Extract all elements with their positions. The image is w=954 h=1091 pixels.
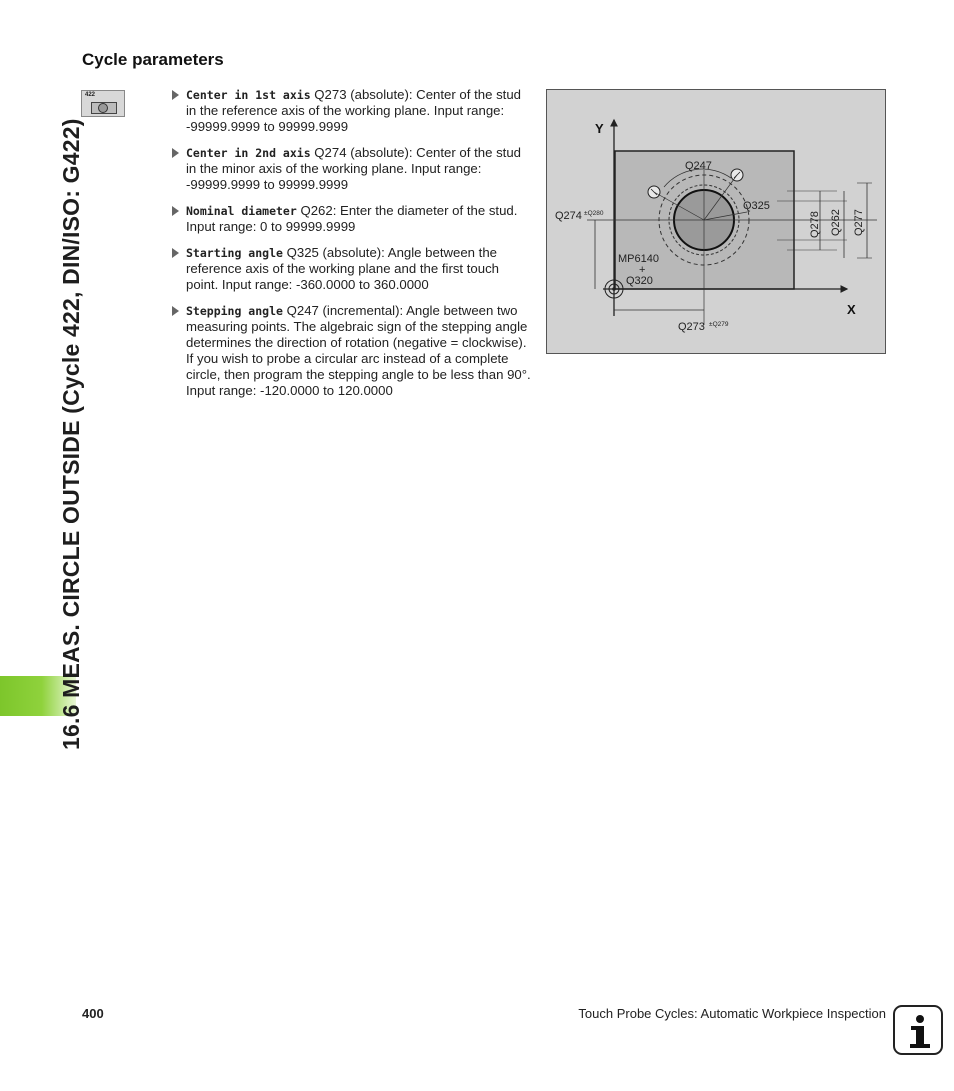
param-center-2nd-axis bbox=[172, 145, 532, 193]
label-q273: Q273 bbox=[678, 321, 705, 333]
label-q247: Q247 bbox=[685, 160, 712, 172]
cycle-number: 422 bbox=[85, 92, 96, 98]
param-description: Q325 (absolute): Angle between the reference axis of the working plane and the first touch point. Input range: -360.0000 to 360.0000 bbox=[186, 245, 500, 292]
label-plus: + bbox=[639, 264, 646, 276]
param-stepping-angle bbox=[172, 303, 532, 399]
label-q279-tol: ±Q279 bbox=[709, 321, 729, 328]
param-keyword: Center in 2nd axis bbox=[186, 146, 311, 160]
bullet-arrow-icon bbox=[172, 90, 179, 100]
bullet-arrow-icon bbox=[172, 306, 179, 316]
info-icon-dot bbox=[916, 1015, 924, 1023]
bullet-arrow-icon bbox=[172, 248, 179, 258]
section-title-vertical: 16.6 MEAS. CIRCLE OUTSIDE (Cycle 422, DIN/ISO: G422) bbox=[58, 118, 84, 750]
param-center-1st-axis bbox=[172, 87, 532, 135]
param-description: Q262: Enter the diameter of the stud. Input range: 0 to 99999.9999 bbox=[186, 203, 518, 234]
page-heading: Cycle parameters bbox=[82, 50, 224, 69]
origin-dot bbox=[612, 287, 616, 291]
param-description: Q247 (incremental): Angle between two measuring points. The algebraic sign of the stepping angle determines the direction of rotation (negative = clockwise). If you wish to probe a circular arc instead of a complete circle, then program the stepping angle to be less than 90°. Input range: -120.0000 to 120.0000 bbox=[186, 303, 531, 398]
info-icon-base bbox=[910, 1044, 930, 1048]
param-description: Q273 (absolute): Center of the stud in the reference axis of the working plane. Input range: -99999.9999 to 99999.9999 bbox=[186, 87, 522, 134]
label-q274: Q274 bbox=[555, 210, 582, 222]
info-icon-stem bbox=[916, 1026, 924, 1045]
footer-chapter-title: Touch Probe Cycles: Automatic Workpiece Inspection bbox=[578, 1006, 886, 1021]
cycle-diagram-svg bbox=[547, 90, 885, 353]
label-q320: Q320 bbox=[626, 275, 653, 287]
param-keyword: Stepping angle bbox=[186, 304, 283, 318]
label-mp6140: MP6140 bbox=[618, 253, 659, 265]
x-axis-label: X bbox=[847, 302, 856, 317]
param-keyword: Nominal diameter bbox=[186, 204, 297, 218]
param-keyword: Starting angle bbox=[186, 246, 283, 260]
cycle-diagram bbox=[546, 89, 886, 354]
bullet-arrow-icon bbox=[172, 206, 179, 216]
parameter-list bbox=[172, 87, 532, 409]
param-nominal-diameter bbox=[172, 203, 532, 235]
param-starting-angle bbox=[172, 245, 532, 293]
param-keyword: Center in 1st axis bbox=[186, 88, 311, 102]
label-q262: Q262 bbox=[830, 209, 842, 236]
cycle-422-softkey-icon bbox=[81, 90, 125, 117]
bullet-arrow-icon bbox=[172, 148, 179, 158]
label-q278: Q278 bbox=[809, 211, 821, 238]
param-description: Q274 (absolute): Center of the stud in the minor axis of the working plane. Input range: -99999.9999 to 99999.9999 bbox=[186, 145, 522, 192]
y-axis-label: Y bbox=[595, 121, 604, 136]
stud-circle-glyph bbox=[98, 103, 108, 113]
label-q277: Q277 bbox=[853, 209, 865, 236]
label-q280-tol: ±Q280 bbox=[584, 210, 604, 217]
page-number: 400 bbox=[82, 1006, 104, 1021]
info-icon bbox=[893, 1005, 943, 1055]
label-q325: Q325 bbox=[743, 200, 770, 212]
